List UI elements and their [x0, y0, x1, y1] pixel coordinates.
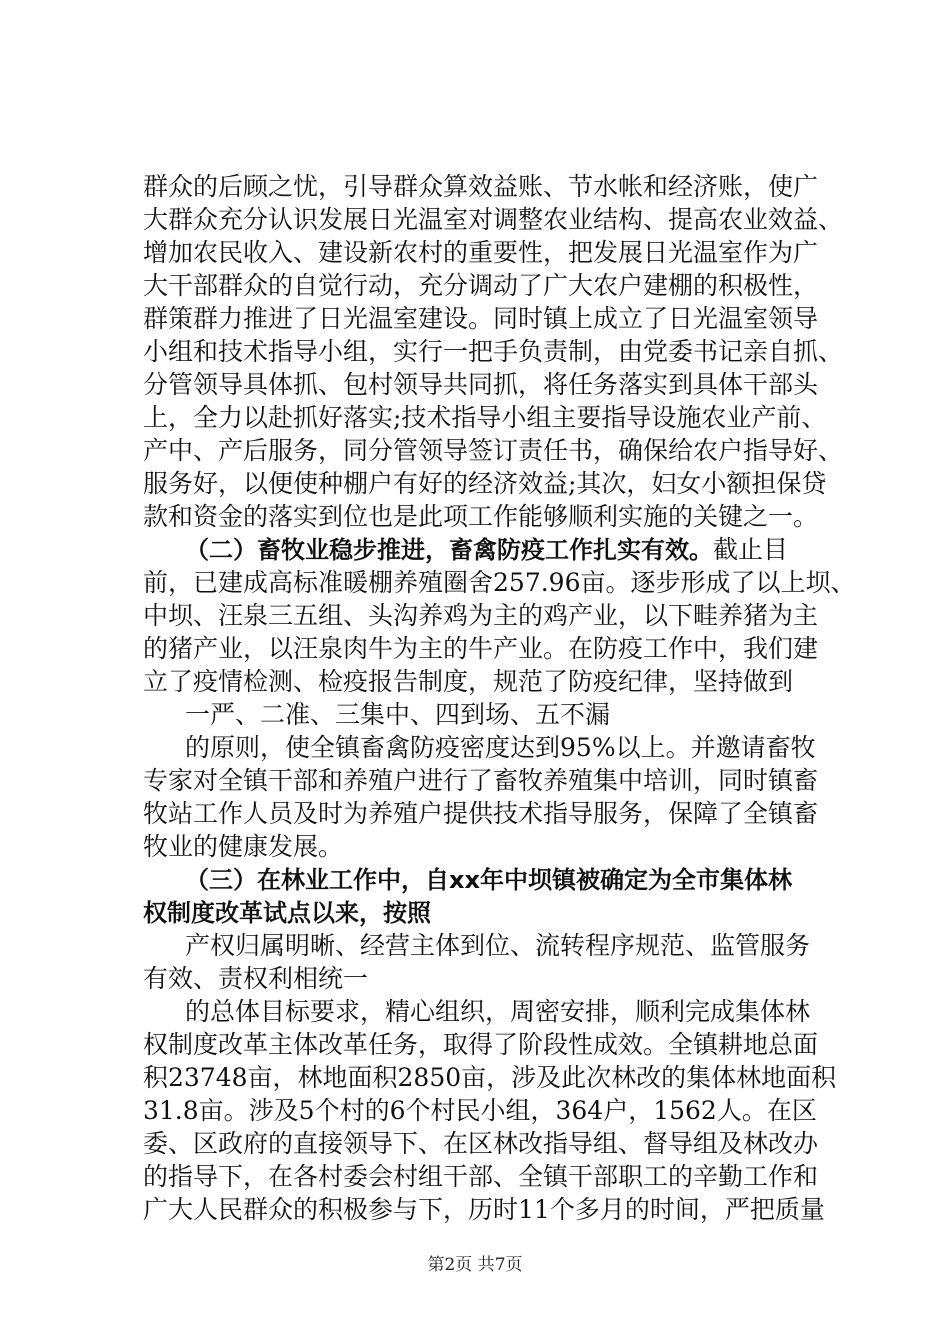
body-line: 服务好，以便使种棚户有好的经济效益;其次，妇女小额担保贷 [143, 469, 827, 498]
quote-line: 产权归属明晰、经营主体到位、流转程序规范、监管服务 [185, 931, 811, 960]
body-line: 前，已建成高标准暖棚养殖圈舍257.96亩。逐步形成了以上坝、 [143, 568, 856, 597]
body-line: 上，全力以赴抓好落实;技术指导小组主要指导设施农业产前、 [143, 403, 827, 432]
body-line: 群众的后顾之忧，引导群众算效益账、节水帐和经济账，使广 [143, 172, 819, 201]
body-line: 分管领导具体抓、包村领导共同抓，将任务落实到具体干部头 [143, 370, 819, 399]
section-2-heading-line [185, 535, 788, 565]
body-line: 31.8亩。涉及5个村的6个村民小组，364户，1562人。在区 [143, 1096, 817, 1125]
body-line: 小组和技术指导小组，实行一把手负责制，由党委书记亲自抓、 [143, 337, 844, 366]
body-line: 的指导下，在各村委会村组干部、全镇干部职工的辛勤工作和 [143, 1162, 819, 1191]
body-line: 中坝、汪泉三五组、头沟养鸡为主的鸡产业，以下畦养猪为主 [143, 601, 819, 630]
body-line: 牧业的健康发展。 [143, 832, 344, 861]
body-line: 的猪产业，以汪泉肉牛为主的牛产业。在防疫工作中，我们建 [143, 634, 819, 663]
section-3-heading-cont: 权制度改革试点以来，按照 [143, 899, 431, 927]
body-line: 积23748亩，林地面积2850亩，涉及此次林改的集体林地面积 [143, 1063, 837, 1092]
page-footer: 第2页 共7页 [427, 1255, 523, 1275]
body-line: 广大人民群众的积极参与下，历时11个多月的时间，严把质量 [143, 1195, 825, 1224]
section-2-heading-tail: 截止目 [713, 535, 789, 564]
body-line: 产中、产后服务，同分管领导签订责任书，确保给农户指导好、 [143, 436, 844, 465]
body-line: 专家对全镇干部和养殖户进行了畜牧养殖集中培训，同时镇畜 [143, 766, 819, 795]
quote-line: 一严、二准、三集中、四到场、五不漏 [185, 700, 611, 729]
body-line: 的总体目标要求，精心组织，周密安排，顺利完成集体林 [185, 997, 811, 1026]
body-line: 大干部群众的自觉行动，充分调动了广大农户建棚的积极性， [143, 271, 819, 300]
body-line: 的原则，使全镇畜禽防疫密度达到95%以上。并邀请畜牧 [185, 733, 816, 762]
quote-line: 有效、责权利相统一 [143, 964, 369, 993]
body-line: 委、区政府的直接领导下、在区林改指导组、督导组及林改办 [143, 1129, 819, 1158]
body-line: 牧站工作人员及时为养殖户提供技术指导服务，保障了全镇畜 [143, 799, 819, 828]
body-line: 权制度改革主体改革任务，取得了阶段性成效。全镇耕地总面 [143, 1030, 819, 1059]
body-line: 群策群力推进了日光温室建设。同时镇上成立了日光温室领导 [143, 304, 819, 333]
body-line: 立了疫情检测、检疫报告制度，规范了防疫纪律，坚持做到 [143, 667, 794, 696]
body-line: 大群众充分认识发展日光温室对调整农业结构、提高农业效益、 [143, 205, 844, 234]
section-3-heading: （三）在林业工作中，自xx年中坝镇被确定为全市集体林 [185, 866, 792, 894]
body-line: 增加农民收入、建设新农村的重要性，把发展日光温室作为广 [143, 238, 819, 267]
body-line: 款和资金的落实到位也是此项工作能够顺利实施的关键之一。 [143, 502, 819, 531]
section-2-heading: （二）畜牧业稳步推进，畜禽防疫工作扎实有效。 [185, 536, 713, 564]
